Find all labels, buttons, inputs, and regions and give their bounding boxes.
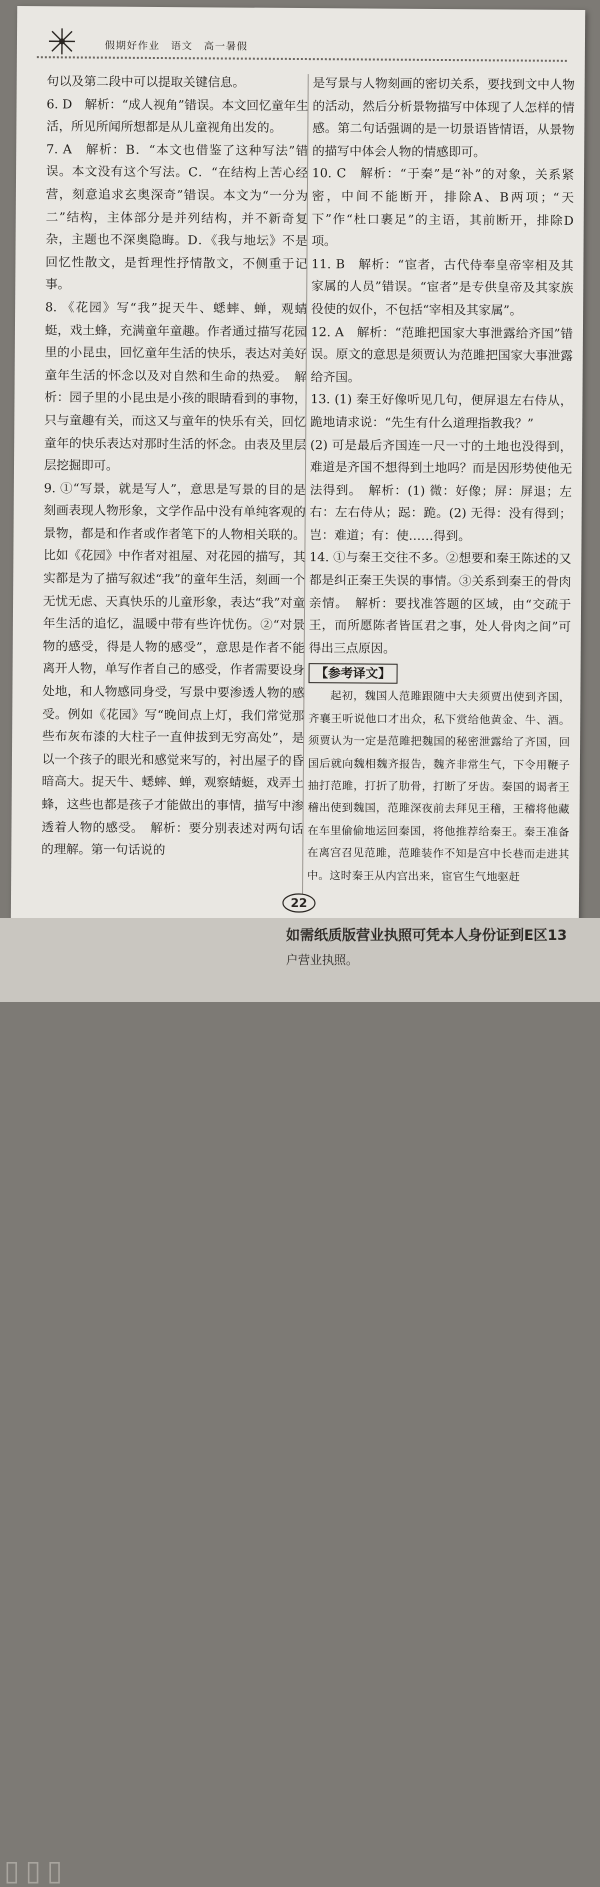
reference-translation: 起初，魏国人范雎跟随中大夫须贾出使到齐国，齐襄王听说他口才出众，私下赏给他黄金、牛、酒。须贾认为一定是范雎把魏国的秘密泄露给了齐国，回国后就向魏相魏齐报告，魏齐非常生气，下令用鞭子抽打范雎，打折了肋骨，打断了牙齿。秦国的谒者王稽出使到魏国，范雎深夜前去拜见王稽，王稽将他藏在车里偷偷地运回秦国，将他推荐给秦王。秦王准备在离宫召见范雎，范雎装作不知是宫中长巷而走进其中。这时秦王从内宫出来，宦官生气地驱赶 [307, 686, 570, 889]
page-header [37, 22, 567, 66]
right-column [307, 72, 575, 889]
answer-13-1: 13. (1) 秦王好像听见几句，便屏退左右侍从，跪地请求说：“先生有什么道理指教我？” [310, 388, 572, 435]
reference-heading-text: 参考译文 [328, 666, 378, 681]
answer-14: 14. ①与秦王交往不多。②想要和秦王陈述的又都是纠正秦王失误的事情。③关系到秦王的骨肉亲情。 解析：要找准答题的区域，由“交疏于王，而所愿陈者皆匡君之事，处人骨肉之间”可得出三点原因。 [309, 547, 572, 662]
answer-9-tail: 是写景与人物刻画的密切关系，要找到文中人物的活动，然后分析景物描写中体现了人怎样的情感。第二句话强调的是一切景语皆情语，从景物的描写中体会人物的情感即可。 [312, 72, 575, 164]
answer-5-tail: 句以及第二段中可以提取关键信息。 [47, 70, 309, 94]
answer-6: 6. D 解析：“成人视角”错误。本文回忆童年生活，所见所闻所想都是从儿童视角出发的。 [46, 93, 308, 140]
answer-11: 11. B 解析：“宦者，古代侍奉皇帝宰相及其家属的人员”错误。“宦者”是专供皇帝及其家族役使的奴仆，不包括“宰相及其家属”。 [311, 253, 573, 323]
page-number-text: 22 [291, 896, 308, 910]
notice-line-1: 如需纸质版营业执照可凭本人身份证到E区13 [286, 924, 586, 948]
underlying-faded-text: ▯▯▯ [4, 1854, 68, 1887]
notice-line-2: 户营业执照。 [286, 948, 586, 972]
answer-10: 10. C 解析：“于秦”是“补”的对象，关系紧密，中间不能断开，排除A、B两项；“天下”作“杜口裹足”的主语，其前断开，排除D项。 [312, 162, 575, 254]
underlying-notice [286, 924, 586, 972]
star-logo-icon [47, 26, 77, 56]
header-title: 假期好作业 语文 高一暑假 [105, 37, 248, 53]
answer-12: 12. A 解析：“范雎把国家大事泄露给齐国”错误。原文的意思是须贾认为范雎把国家大事泄露给齐国。 [311, 321, 573, 391]
answer-7: 7. A 解析：B．“本文也借鉴了这种写法”错误。本文没有这个写法。C．“在结构上苦心经营，刻意追求玄奥深奇”错误。本文为“一分为二”结构，主体部分是并列结构，并不新奇复杂，主题也不深奥隐晦。D．《我与地坛》不是回忆性散文，是哲理性抒情散文，不侧重于记事。 [45, 138, 308, 298]
left-column [41, 70, 309, 863]
document-page [11, 6, 585, 932]
answer-9: 9. ①“写景，就是写人”，意思是写景的目的是刻画表现人物形象，文学作品中没有单纯客观的景物，都是和作者或作者笔下的人物相关联的。比如《花园》中作者对祖屋、对花园的描写，其实都是为了描写叙述“我”的童年生活，刻画一个无忧无虑、天真快乐的儿童形象，表达“我”对童年生活的追忆，温暖中带有些许忧伤。②“对景物的感受，得是人物的感受”，意思是作者不能离开人物，单写作者自己的感受，作者需要设身处地，和人物感同身受，写景中要渗透人物的感受。例如《花园》写“晚间点上灯，我们常觉那些布灰布漆的大柱子一直伸拔到无穷高处”，是以一个孩子的眼光和感觉来写的，衬出屋子的昏暗高大。捉天牛、蟋蟀、蝉，观察蜻蜓，戏弄土蜂，这些也都是孩子才能做出的事情，描写中渗透着人物的感受。 解析：要分别表述对两句话的理解。第一句话说的 [41, 477, 306, 863]
answer-8: 8. 《花园》写“我”捉天牛、蟋蟀、蝉，观蜻蜓，戏土蜂，充满童年童趣。作者通过描写花园里的小昆虫，回忆童年生活的快乐，表达对美好童年生活的怀念以及对自然和生命的热爱。 解析：园子里的小昆虫是小孩的眼睛看到的事物，只与童趣有关，而这又与童年的快乐有关，回忆童年的快乐表达对那时生活的怀念。由表及里层层挖掘即可。 [44, 296, 307, 479]
reference-heading: 【参考译文】 [309, 664, 398, 685]
reference-heading-wrap [308, 660, 570, 688]
answer-13-2: (2) 可是最后齐国连一尺一寸的土地也没得到，难道是齐国不想得到土地吗？而是因形势使他无法得到。 解析：(1) 微：好像；屏：屏退；左右：左右侍从；跽：跪。(2) 无得：没有得到；岂：难道；有：使……得到。 [309, 434, 572, 549]
header-rule [37, 56, 567, 62]
page-number [281, 892, 317, 914]
